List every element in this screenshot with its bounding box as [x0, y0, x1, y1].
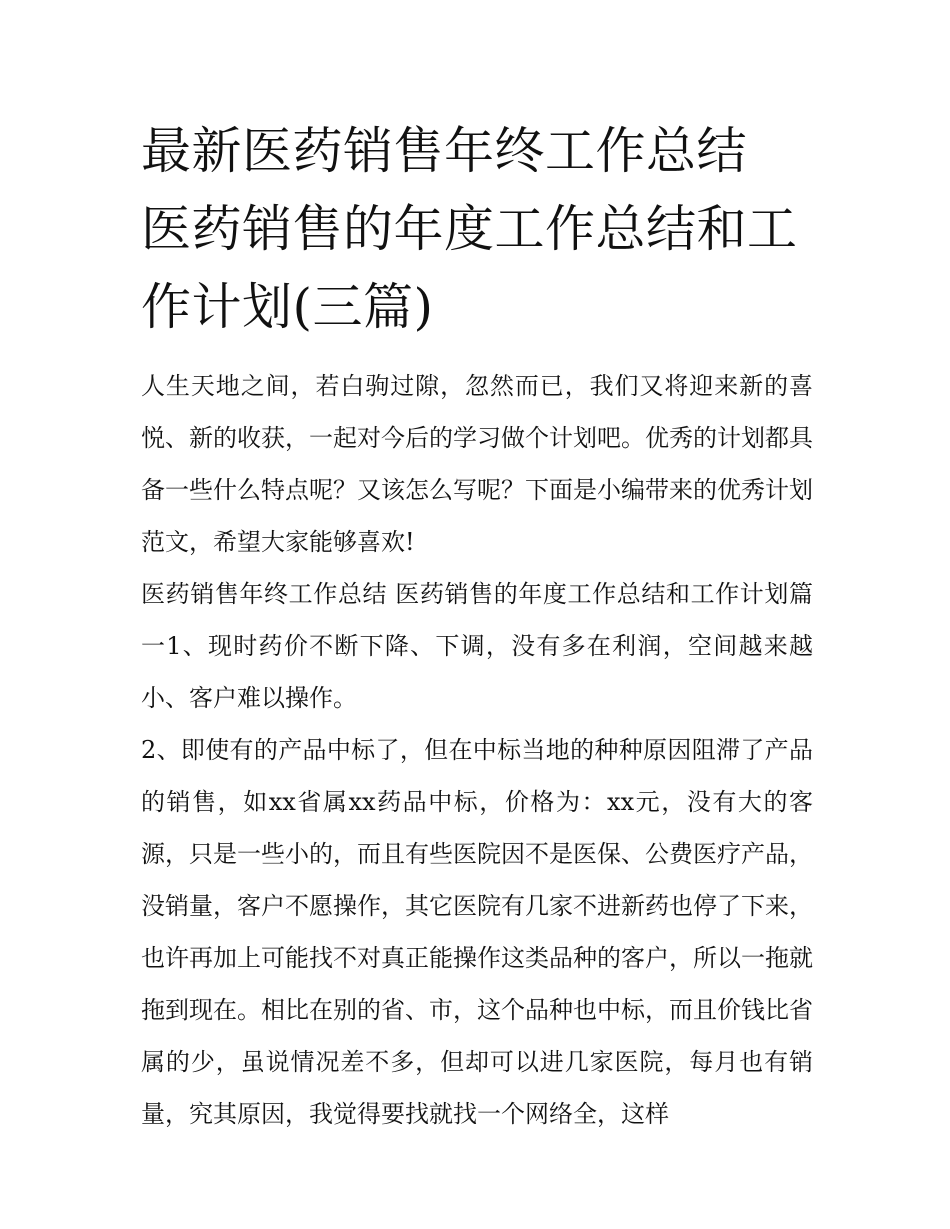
document-body	[141, 360, 813, 1140]
document-title: 最新医药销售年终工作总结 医药销售的年度工作总结和工作计划(三篇)	[141, 122, 798, 336]
paragraph-section-one: 医药销售年终工作总结 医药销售的年度工作总结和工作计划篇一1、现时药价不断下降、下调，没有多在利润，空间越来越小、客户难以操作。	[141, 580, 813, 712]
paragraph-point-two: 2、即使有的产品中标了，但在中标当地的种种原因阻滞了产品的销售，如xx省属xx药品中标，价格为：xx元，没有大的客源，只是一些小的，而且有些医院因不是医保、公费医疗产品，没销量，客户不愿操作，其它医院有几家不进新药也停了下来，也许再加上可能找不对真正能操作这类品种的客户，所以一拖就拖到现在。相比在别的省、市，这个品种也中标，而且价钱比省属的少，虽说情况差不多，但却可以进几家医院，每月也有销量，究其原因，我觉得要找就找一个网络全，这样	[141, 736, 813, 1128]
paragraph-intro: 人生天地之间，若白驹过隙，忽然而已，我们又将迎来新的喜悦、新的收获，一起对今后的学习做个计划吧。优秀的计划都具备一些什么特点呢？又该怎么写呢？下面是小编带来的优秀计划范文，希望大家能够喜欢!	[141, 372, 813, 556]
document-content	[141, 112, 813, 1140]
